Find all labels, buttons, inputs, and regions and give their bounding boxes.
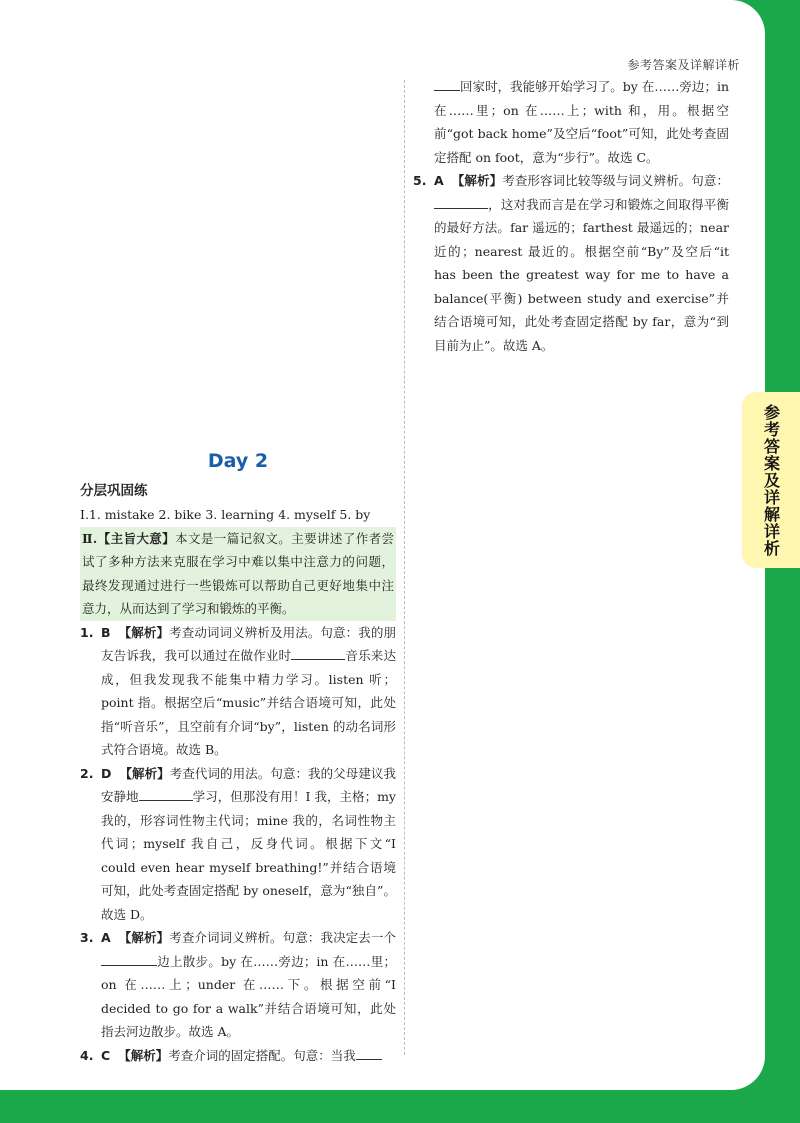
answer-item-2 [80,762,396,927]
item-text-a: 考查动词词义辨析及用法。句意：我的朋友告诉我，我可以通过在做作业时 [101,624,396,663]
blank [434,195,488,209]
side-tab[interactable] [742,392,800,568]
item-text-b: 边上散步。by 在……旁边；in 在……里；on 在……上；under 在……下。根据空前“I decided to go for a walk”并结合语境可知，此处指去河边散步。故选 A。 [101,953,396,1039]
right-column [413,75,729,357]
item-answer: D [101,765,112,781]
item-tag: 【解析】 [118,1047,169,1063]
item-number: 5. [413,173,427,188]
item-answer: A [101,930,111,945]
item-answer: B [101,624,111,640]
item-text-a: 考查代词的用法。句意：我的父母建议我安静地 [101,765,396,804]
item-answer: C [101,1047,111,1063]
item-4-continued [413,75,729,169]
answer-item-5 [413,169,729,357]
item-4-cont-text: 回家时，我能够开始学习了。by 在……旁边；in 在……里；on 在……上；with 和，用。根据空前“got back home”及空后“foot”可知，此处考查固定搭配 on foot，意为“步行”。故选 C。 [434,79,729,165]
item-tag: 【解析】 [451,173,503,188]
day-title: Day 2 [207,450,269,472]
item-tag: 【解析】 [118,624,170,640]
item-tag: 【解析】 [119,765,170,781]
blank [356,1046,382,1060]
main-idea-tag: Ⅱ.【主旨大意】 [82,530,176,546]
item-number: 4. [80,1047,94,1063]
section-title: 分层巩固练 [80,483,148,499]
item-tag: 【解析】 [118,930,170,945]
column-divider [404,80,405,1055]
item-number: 2. [80,765,94,781]
item-text-b: 音乐来达成，但我发现我不能集中精力学习。listen 听；point 指。根据空后“music”并结合语境可知，此处指“听音乐”，且空前有介词“by”，listen 的动名词形式符合语境。故选 B。 [101,648,396,757]
header-title: 参考答案及详解详析 [627,58,740,72]
answer-item-3 [80,926,396,1044]
main-idea-text: 本文是一篇记叙文。主要讲述了作者尝试了多种方法来克服在学习中难以集中注意力的问题，最终发现通过进行一些锻炼可以帮助自己更好地集中注意力，从而达到了学习和锻炼的平衡。 [82,530,394,616]
blank [139,787,193,801]
blank [434,77,460,91]
item-text-b: 学习，但那没有用！I 我，主格；my 我的，形容词性物主代词；mine 我的，名词性物主代词；myself 我自己，反身代词。根据下文“I could even hear myself breathing!”并结合语境可知，此处考查固定搭配 by oneself，意为“独自”。故选 D。 [101,789,396,922]
item-text-a: 考查介词词义辨析。句意：我决定去一个 [169,930,396,945]
blank [101,952,157,966]
item-answer: A [434,173,444,188]
item-number: 1. [80,624,94,640]
item-text-a: 考查形容词比较等级与词义辨析。句意： [502,173,729,188]
blank [291,646,345,660]
item-text-a: 考查介词的固定搭配。句意：当我 [168,1047,356,1063]
answer-item-1 [80,621,396,762]
item-number: 3. [80,930,94,945]
left-column [80,445,396,1067]
part1-answers: Ⅰ.1. mistake 2. bike 3. learning 4. myself 5. by [80,507,371,522]
side-tab-label: 参考答案及详解详析 [761,403,781,557]
answer-item-4 [80,1044,396,1068]
main-idea [80,527,396,621]
item-text-b: ，这对我而言是在学习和锻炼之间取得平衡的最好方法。far 遥远的；farthest 最遥远的；near 近的；nearest 最近的。根据空前“By”及空后“it has been the greatest way for me to have a balance(平衡) between study and exercise”并结合语境可知，此处考查固定搭配 by far，意为“到目前为止”。故选 A。 [434,196,729,353]
